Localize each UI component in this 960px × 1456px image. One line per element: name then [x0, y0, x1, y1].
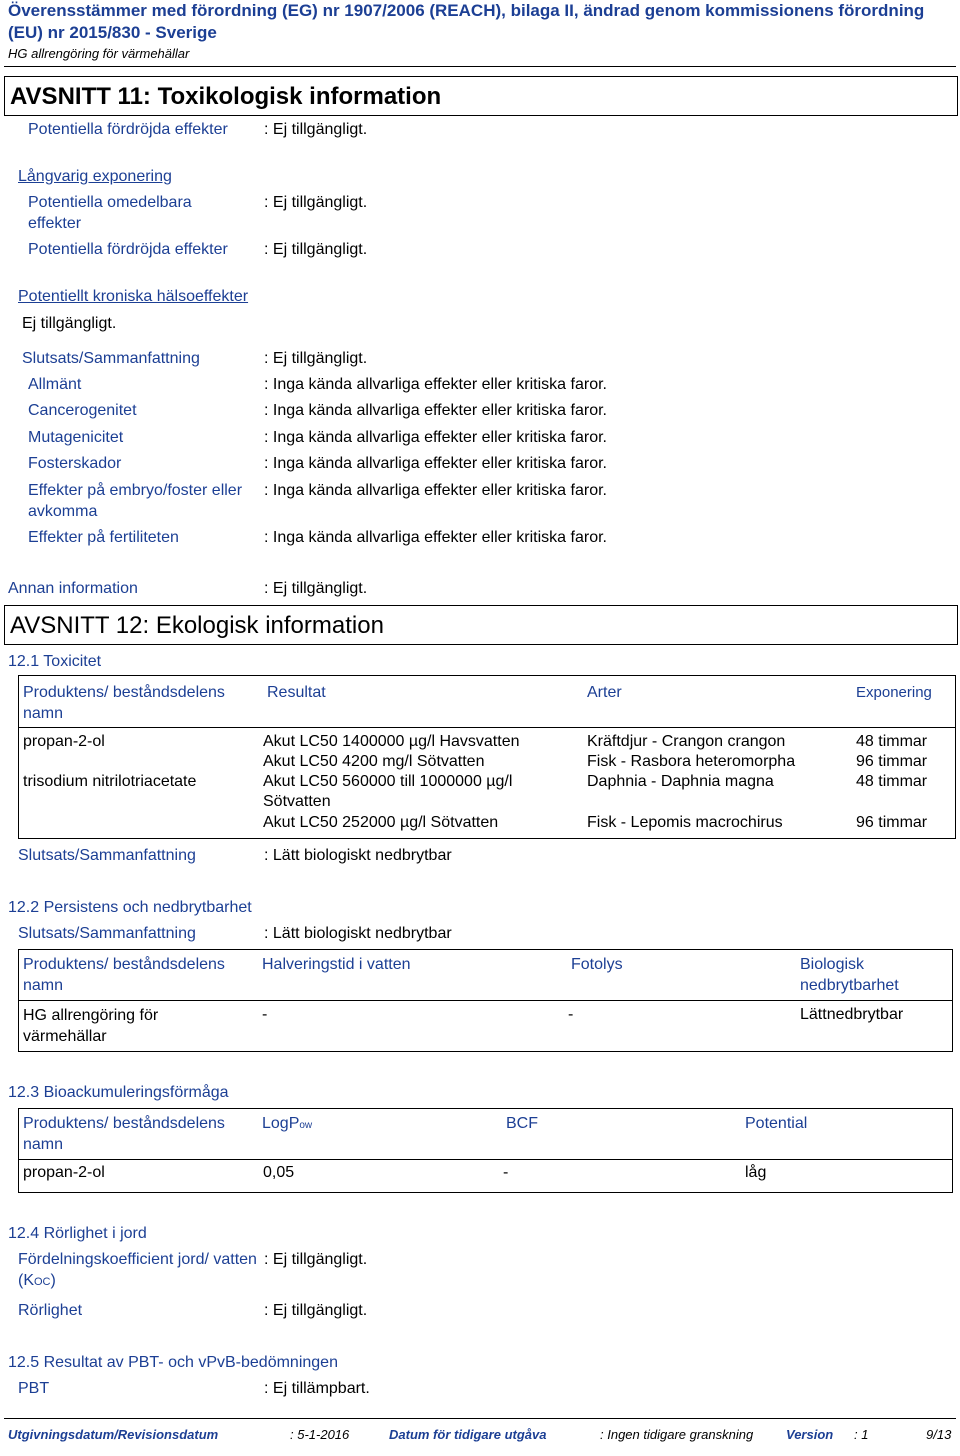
bio-row-potential: låg [745, 1164, 767, 1181]
footer-date-value: : 5-1-2016 [290, 1427, 350, 1442]
delayed-effects-label: Potentiella fördröjda effekter [28, 121, 228, 138]
other-info-value: : Ej tillgängligt. [264, 580, 368, 597]
tox-row-name: trisodium nitrilotriacetate [23, 773, 197, 790]
footer-version-value: : 1 [854, 1427, 869, 1442]
other-info-label: Annan information [8, 580, 138, 597]
tox-row-result: Akut LC50 4200 mg/l Sötvatten [263, 753, 485, 770]
pbt-label: PBT [18, 1380, 50, 1397]
carcinogenicity-value: : Inga kända allvarliga effekter eller kritiska faror. [264, 402, 607, 419]
persist-row-halflife: - [262, 1006, 268, 1023]
persistence-summary-value: : Lätt biologiskt nedbrytbar [264, 925, 452, 942]
section-11-header [4, 76, 958, 116]
embryo-effects-label: Effekter på embryo/foster eller avkomma [28, 482, 243, 520]
persist-col-photolysis: Fotolys [571, 956, 623, 973]
tox-row-result: Akut LC50 1400000 µg/l Havsvatten [263, 733, 520, 750]
footer-version-label: Version [786, 1427, 834, 1442]
tox-row-exposure: 48 timmar [856, 733, 928, 750]
koc-label: Fördelningskoefficient jord/ vatten (KOC) [18, 1251, 257, 1289]
product-name: HG allrengöring för värmehällar [8, 46, 190, 61]
tox-col-species: Arter [587, 684, 622, 701]
tox-col-result: Resultat [267, 684, 326, 701]
tox-row-name: propan-2-ol [23, 733, 105, 750]
persist-col-halflife: Halveringstid i vatten [262, 956, 411, 973]
header-divider [4, 66, 956, 67]
tox-row-species: Kräftdjur - Crangon crangon [587, 733, 786, 750]
pbt-heading: 12.5 Resultat av PBT- och vPvB-bedömningen [8, 1354, 338, 1371]
tox-col-name: Produktens/ beståndsdelens namn [23, 684, 225, 722]
section-11-title: AVSNITT 11: Toxikologisk information [10, 83, 442, 110]
persist-row-name: HG allrengöring för värmehällar [23, 1007, 159, 1045]
general-value: : Inga kända allvarliga effekter eller kritiska faror. [264, 376, 607, 393]
persistence-heading: 12.2 Persistens och nedbrytbarhet [8, 899, 252, 916]
embryo-effects-value: : Inga kända allvarliga effekter eller kritiska faror. [264, 482, 607, 499]
footer-prev-value: : Ingen tidigare granskning [600, 1427, 754, 1442]
mobility-value: : Ej tillgängligt. [264, 1302, 368, 1319]
tox-summary-value: : Ej tillgängligt. [264, 350, 368, 367]
mutagenicity-value: : Inga kända allvarliga effekter eller kritiska faror. [264, 429, 607, 446]
eco-summary-value: : Lätt biologiskt nedbrytbar [264, 847, 452, 864]
mobility-label: Rörlighet [18, 1302, 83, 1319]
fertility-effects-value: : Inga kända allvarliga effekter eller kritiska faror. [264, 529, 607, 546]
persist-col-name: Produktens/ beståndsdelens namn [23, 956, 225, 994]
mutagenicity-label: Mutagenicitet [28, 429, 124, 446]
fertility-effects-label: Effekter på fertiliteten [28, 529, 179, 546]
general-label: Allmänt [28, 376, 82, 393]
footer-prev-label: Datum för tidigare utgåva [389, 1427, 547, 1442]
persistence-summary-label: Slutsats/Sammanfattning [18, 925, 196, 942]
koc-value: : Ej tillgängligt. [264, 1251, 368, 1268]
bioaccumulation-table-divider [18, 1159, 953, 1160]
persist-col-biodegradability: Biologisk nedbrytbarhet [800, 956, 899, 994]
footer-date-label: Utgivningsdatum/Revisionsdatum [8, 1427, 219, 1442]
section-12-header [4, 605, 958, 645]
toxicity-table-divider [18, 727, 956, 728]
chronic-effects-value: Ej tillgängligt. [22, 315, 117, 332]
mobility-heading: 12.4 Rörlighet i jord [8, 1225, 147, 1242]
tox-row-species: Fisk - Lepomis macrochirus [587, 814, 783, 831]
tox-row-result: Akut LC50 252000 µg/l Sötvatten [263, 814, 499, 831]
tox-summary-label: Slutsats/Sammanfattning [22, 350, 200, 367]
fetal-damage-value: : Inga kända allvarliga effekter eller kritiska faror. [264, 455, 607, 472]
bio-row-name: propan-2-ol [23, 1164, 105, 1181]
carcinogenicity-label: Cancerogenitet [28, 402, 137, 419]
document-title: Överensstämmer med förordning (EG) nr 1907/2006 (REACH), bilaga II, ändrad genom kommissionens förordning (EU) nr 2015/830 - Sverige [8, 1, 925, 42]
tox-row-species: Fisk - Rasbora heteromorpha [587, 753, 796, 770]
delayed-effects-2-label: Potentiella fördröjda effekter [28, 241, 228, 258]
persistence-table-divider [18, 1000, 953, 1001]
bio-col-name: Produktens/ beståndsdelens namn [23, 1115, 225, 1153]
tox-row-result: Akut LC50 560000 till 1000000 µg/l Sötvatten [263, 773, 513, 810]
bio-col-logpow: LogPow [262, 1115, 313, 1132]
delayed-effects-value: : Ej tillgängligt. [264, 121, 368, 138]
fetal-damage-label: Fosterskador [28, 455, 122, 472]
footer-page-number: 9/13 [926, 1427, 952, 1442]
persist-row-photolysis: - [568, 1006, 574, 1023]
long-term-heading: Långvarig exponering [18, 168, 172, 185]
pbt-value: : Ej tillämpbart. [264, 1380, 370, 1397]
tox-row-exposure: 48 timmar [856, 773, 928, 790]
delayed-effects-2-value: : Ej tillgängligt. [264, 241, 368, 258]
immediate-effects-label: Potentiella omedelbara effekter [28, 194, 192, 232]
tox-row-species: Daphnia - Daphnia magna [587, 773, 774, 790]
section-12-title: AVSNITT 12: Ekologisk information [10, 612, 384, 639]
footer [4, 1418, 956, 1446]
bio-row-logpow: 0,05 [263, 1164, 295, 1181]
bio-col-potential: Potential [745, 1115, 808, 1132]
tox-row-exposure: 96 timmar [856, 753, 928, 770]
eco-summary-label: Slutsats/Sammanfattning [18, 847, 196, 864]
bio-row-bcf: - [503, 1164, 509, 1181]
persist-row-biodegradability: Lättnedbrytbar [800, 1006, 904, 1023]
bioaccumulation-heading: 12.3 Bioackumuleringsförmåga [8, 1084, 229, 1101]
tox-row-exposure: 96 timmar [856, 814, 928, 831]
toxicity-heading: 12.1 Toxicitet [8, 653, 102, 670]
bio-col-bcf: BCF [506, 1115, 538, 1132]
tox-col-exposure: Exponering [856, 684, 932, 701]
immediate-effects-value: : Ej tillgängligt. [264, 194, 368, 211]
chronic-effects-heading: Potentiellt kroniska hälsoeffekter [18, 288, 249, 305]
